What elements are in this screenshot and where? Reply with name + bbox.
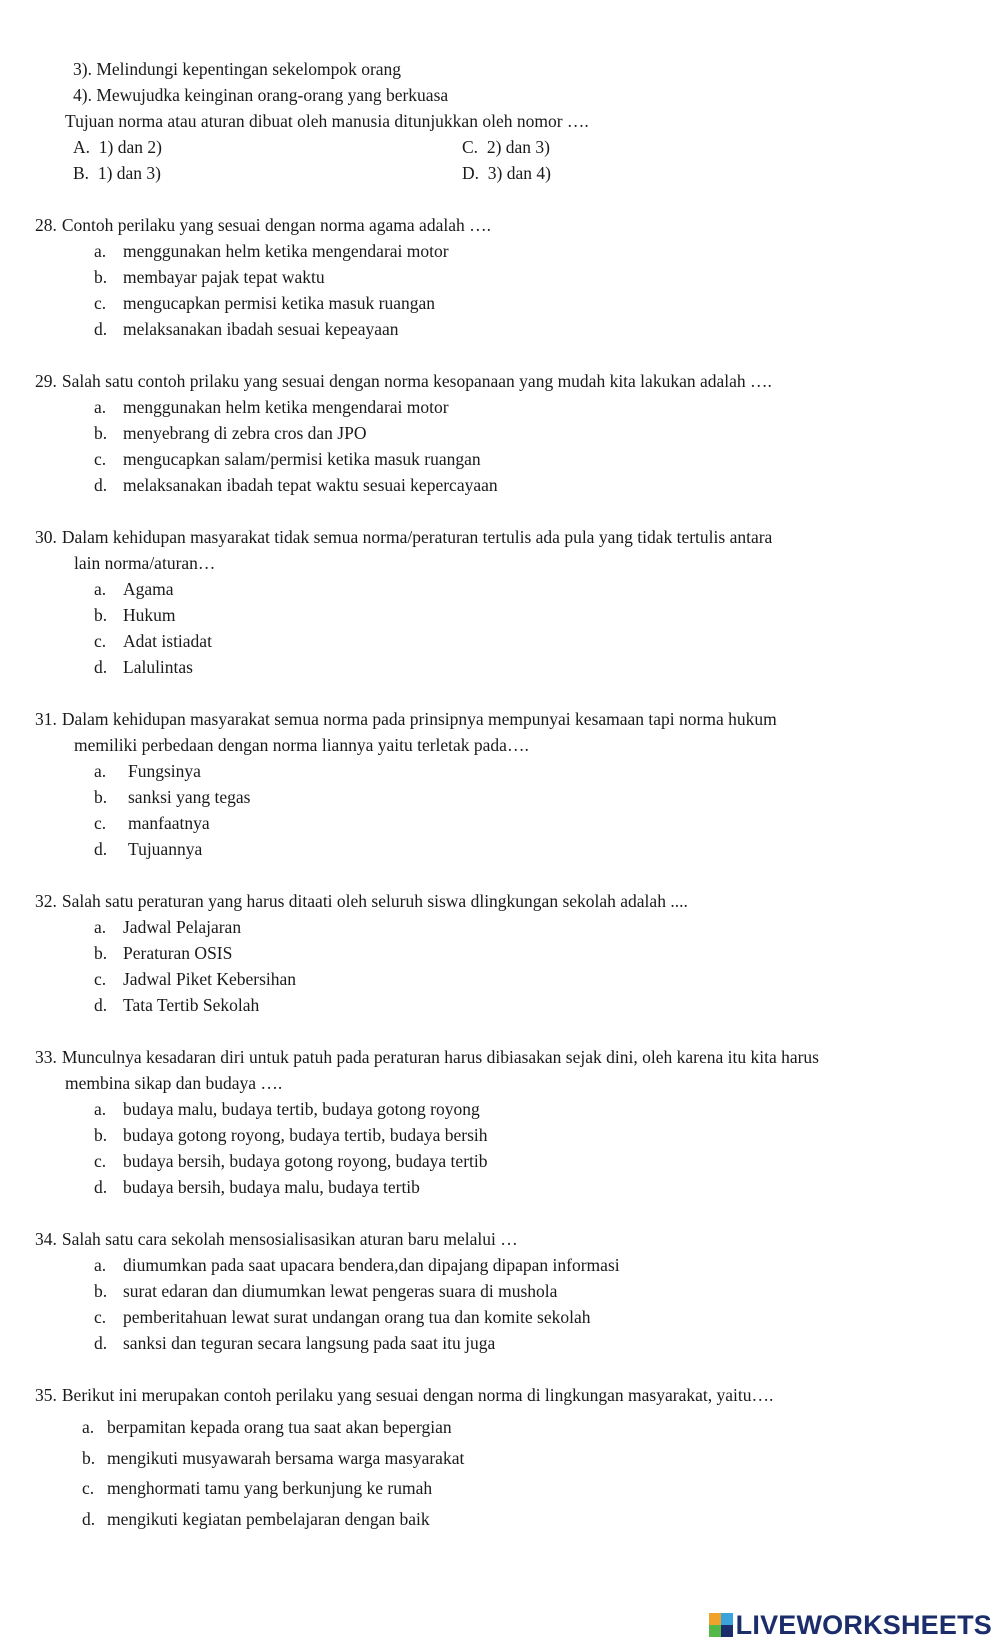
option-text: Adat istiadat [123, 631, 212, 651]
option-list [35, 238, 955, 342]
option-d[interactable] [82, 1504, 955, 1535]
option-letter: d. [82, 1508, 96, 1529]
option-letter: c. [94, 1307, 107, 1327]
option-text: diumumkan pada saat upacara bendera,dan dipajang dipapan informasi [123, 1255, 620, 1275]
question-34 [35, 1226, 955, 1356]
option-list [35, 1412, 955, 1534]
option-text: budaya bersih, budaya malu, budaya tertib [123, 1177, 420, 1197]
question-number: 31. [35, 709, 57, 729]
option-c[interactable] [94, 1304, 955, 1330]
question-35 [35, 1382, 955, 1534]
option-letter: b. [94, 787, 108, 807]
option-text: budaya bersih, budaya gotong royong, budaya tertib [123, 1151, 488, 1171]
brand-name: LIVEWORKSHEETS [735, 1610, 992, 1640]
option-text: sanksi dan teguran secara langsung pada saat itu juga [123, 1333, 496, 1353]
option-letter: a. [94, 241, 107, 261]
question-number: 28. [35, 215, 57, 235]
option-list [35, 1252, 955, 1356]
option-text: 3) dan 4) [487, 163, 551, 183]
option-text: mengikuti kegiatan pembelajaran dengan baik [107, 1508, 430, 1529]
question-text: Dalam kehidupan masyarakat tidak semua norma/peraturan tertulis ada pula yang tidak tertulis antara [61, 527, 773, 547]
option-text: 2) dan 3) [486, 137, 550, 157]
option-text: pemberitahuan lewat surat undangan orang tua dan komite sekolah [123, 1307, 591, 1327]
option-A[interactable] [73, 134, 162, 160]
question-31 [35, 706, 955, 862]
question-text: Dalam kehidupan masyarakat semua norma pada prinsipnya mempunyai kesamaan tapi norma hukum [61, 709, 777, 729]
option-letter: a. [82, 1417, 95, 1437]
question-text: Munculnya kesadaran diri untuk patuh pada peraturan harus dibiasakan sejak dini, oleh karena itu kita harus [61, 1047, 819, 1067]
option-text: 1) dan 2) [98, 137, 162, 157]
option-a[interactable] [94, 1252, 955, 1278]
option-letter: a. [94, 1255, 107, 1275]
mark-square [721, 1613, 733, 1625]
option-c[interactable] [94, 628, 955, 654]
option-letter: d. [94, 1177, 108, 1197]
option-letter: c. [94, 293, 107, 313]
option-letter: b. [82, 1447, 96, 1468]
option-letter: d. [94, 839, 108, 859]
option-a[interactable] [94, 914, 955, 940]
option-text: Jadwal Pelajaran [123, 917, 242, 937]
option-text: menghormati tamu yang berkunjung ke rumah [107, 1478, 433, 1498]
option-letter: b. [94, 1125, 108, 1145]
option-letter: c. [82, 1478, 95, 1498]
option-c[interactable] [82, 1473, 955, 1504]
option-text: manfaatnya [128, 813, 210, 833]
option-b[interactable] [94, 264, 955, 290]
question-29 [35, 368, 955, 498]
option-text: Jadwal Piket Kebersihan [123, 969, 297, 989]
option-text: menggunakan helm ketika mengendarai motor [123, 241, 449, 261]
option-letter: D. [462, 163, 480, 183]
option-text: membayar pajak tepat waktu [123, 267, 325, 287]
question-30 [35, 524, 955, 680]
option-text: mengucapkan permisi ketika masuk ruangan [123, 293, 435, 313]
mark-square [721, 1625, 733, 1637]
option-letter: c. [94, 631, 107, 651]
option-letter: b. [94, 423, 108, 443]
option-text: sanksi yang tegas [128, 787, 251, 807]
option-b[interactable] [94, 940, 955, 966]
option-d[interactable] [94, 992, 955, 1018]
option-a[interactable] [82, 1412, 955, 1443]
option-text: Tujuannya [128, 839, 203, 859]
option-d[interactable] [94, 1174, 955, 1200]
question-text-continued: memiliki perbedaan dengan norma liannya yaitu terletak pada…. [74, 735, 529, 755]
option-letter: d. [94, 319, 108, 339]
option-text: Lalulintas [123, 657, 193, 677]
option-text: Peraturan OSIS [123, 943, 233, 963]
option-letter: c. [94, 969, 107, 989]
question-number: 29. [35, 371, 57, 391]
option-a[interactable] [94, 576, 955, 602]
mark-square [709, 1625, 721, 1637]
option-letter: C. [462, 137, 479, 157]
option-letter: B. [73, 163, 90, 183]
option-letter: d. [94, 1333, 108, 1353]
option-D[interactable] [462, 160, 551, 186]
option-letter: b. [94, 943, 108, 963]
option-letter: d. [94, 995, 108, 1015]
option-a[interactable] [94, 394, 955, 420]
question-text: Salah satu peraturan yang harus ditaati oleh seluruh siswa dlingkungan sekolah adalah .... [61, 891, 688, 911]
question-text: Contoh perilaku yang sesuai dengan norma agama adalah …. [61, 215, 491, 235]
option-d[interactable] [94, 316, 955, 342]
option-text: melaksanakan ibadah sesuai kepeayaan [123, 319, 399, 339]
question-text: Berikut ini merupakan contoh perilaku yang sesuai dengan norma di lingkungan masyarakat, yaitu…. [61, 1385, 774, 1405]
option-text: mengucapkan salam/permisi ketika masuk ruangan [123, 449, 481, 469]
mark-square [709, 1613, 721, 1625]
option-letter: c. [94, 813, 107, 833]
question-text: Salah satu contoh prilaku yang sesuai dengan norma kesopanaan yang mudah kita lakukan adalah …. [61, 371, 772, 391]
question-number: 33. [35, 1047, 57, 1067]
option-letter: b. [94, 605, 108, 625]
option-text: budaya gotong royong, budaya tertib, budaya bersih [123, 1125, 488, 1145]
option-letter: c. [94, 449, 107, 469]
option-c[interactable] [94, 290, 955, 316]
option-c[interactable] [94, 1148, 955, 1174]
option-letter: b. [94, 1281, 108, 1301]
option-list [35, 758, 955, 862]
liveworksheets-logo[interactable] [709, 1612, 992, 1638]
option-a[interactable] [94, 238, 955, 264]
option-list [35, 1096, 955, 1200]
question-text-continued: lain norma/aturan… [74, 553, 216, 573]
option-C[interactable] [462, 134, 550, 160]
option-d[interactable] [94, 1330, 955, 1356]
option-letter: b. [94, 267, 108, 287]
question-number: 35. [35, 1385, 57, 1405]
option-letter: a. [94, 917, 107, 937]
option-list [35, 914, 955, 1018]
option-text: Tata Tertib Sekolah [123, 995, 260, 1015]
option-list [35, 394, 955, 498]
question-27-prompt: Tujuan norma atau aturan dibuat oleh manusia ditunjukkan oleh nomor …. [65, 111, 589, 131]
option-text: budaya malu, budaya tertib, budaya gotong royong [123, 1099, 480, 1119]
question-number: 32. [35, 891, 57, 911]
option-text: menggunakan helm ketika mengendarai motor [123, 397, 449, 417]
option-text: menyebrang di zebra cros dan JPO [123, 423, 367, 443]
option-list [35, 576, 955, 680]
statement-4: 4). Mewujudka keinginan orang-orang yang berkuasa [73, 85, 449, 105]
liveworksheets-mark-icon [709, 1613, 733, 1637]
option-d[interactable] [94, 836, 955, 862]
option-b[interactable] [94, 784, 955, 810]
option-letter: a. [94, 761, 107, 781]
option-letter: a. [94, 579, 107, 599]
option-text: berpamitan kepada orang tua saat akan bepergian [107, 1417, 452, 1437]
option-c[interactable] [94, 446, 955, 472]
option-c[interactable] [94, 966, 955, 992]
option-text: Fungsinya [128, 761, 201, 781]
question-28 [35, 212, 955, 342]
question-32 [35, 888, 955, 1018]
option-a[interactable] [94, 758, 955, 784]
option-b[interactable] [82, 1443, 955, 1474]
option-letter: a. [94, 1099, 107, 1119]
option-a[interactable] [94, 1096, 955, 1122]
option-text: Agama [123, 579, 174, 599]
option-b[interactable] [94, 420, 955, 446]
option-b[interactable] [94, 1122, 955, 1148]
question-text-continued: membina sikap dan budaya …. [65, 1073, 283, 1093]
option-b[interactable] [94, 602, 955, 628]
option-c[interactable] [94, 810, 955, 836]
option-letter: a. [94, 397, 107, 417]
question-number: 34. [35, 1229, 57, 1249]
option-text: 1) dan 3) [97, 163, 161, 183]
option-text: mengikuti musyawarah bersama warga masyarakat [107, 1447, 465, 1468]
option-letter: d. [94, 475, 108, 495]
option-d[interactable] [94, 472, 955, 498]
statement-3: 3). Melindungi kepentingan sekelompok orang [73, 59, 402, 79]
question-33 [35, 1044, 955, 1200]
question-text: Salah satu cara sekolah mensosialisasikan aturan baru melalui … [61, 1229, 518, 1249]
option-letter: c. [94, 1151, 107, 1171]
option-b[interactable] [94, 1278, 955, 1304]
option-text: melaksanakan ibadah tepat waktu sesuai kepercayaan [123, 475, 498, 495]
option-d[interactable] [94, 654, 955, 680]
option-B[interactable] [73, 160, 161, 186]
option-letter: d. [94, 657, 108, 677]
option-letter: A. [73, 137, 91, 157]
question-number: 30. [35, 527, 57, 547]
option-text: Hukum [123, 605, 176, 625]
option-text: surat edaran dan diumumkan lewat pengeras suara di mushola [123, 1281, 558, 1301]
